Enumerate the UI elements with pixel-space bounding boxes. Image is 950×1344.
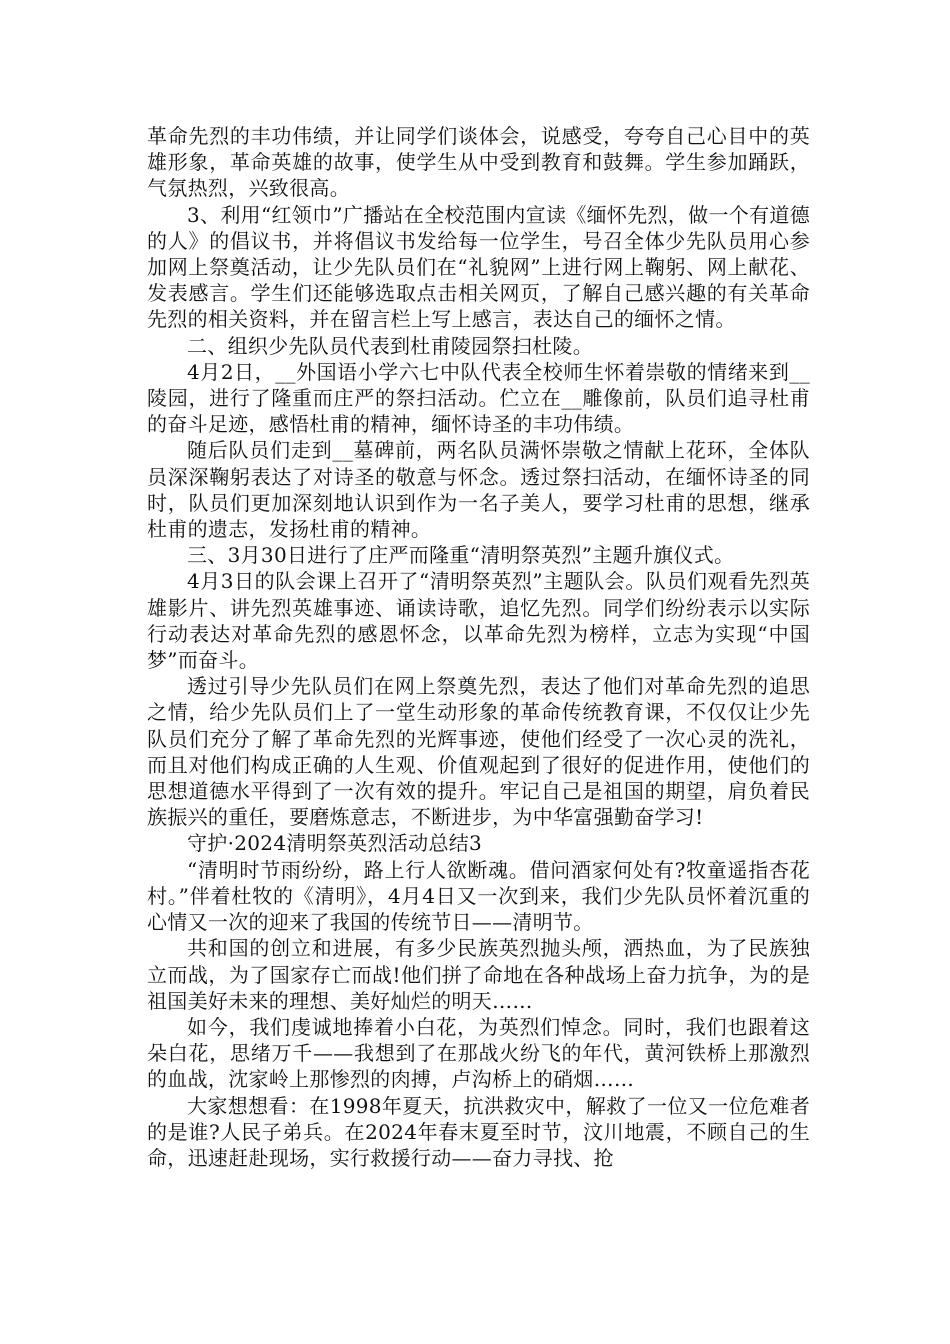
paragraph-think-about: 大家想想看：在1998年夏天，抗洪救灾中，解救了一位又一位危难者的是谁?人民子弟兵。在2024年春末夏至时节，汶川地震，不顾自己的生命，迅速赶赴现场，实行救援行动——奋力寻找、抢 bbox=[147, 1093, 810, 1170]
section-heading-3: 三、3月30日进行了庄严而隆重“清明祭英烈”主题升旗仪式。 bbox=[187, 543, 735, 568]
document-body bbox=[147, 123, 810, 1171]
section-title-summary-3: 守护·2024清明祭英烈活动总结3 bbox=[187, 831, 483, 856]
paragraph-april-2: 4月2日，__外国语小学六七中队代表全校师生怀着崇敬的情绪来到__陵园，进行了隆重而庄严的祭扫活动。伫立在__雕像前，队员们追寻杜甫的奋斗足迹，感悟杜甫的精神，缅怀诗圣的丰功伟绩。 bbox=[147, 359, 810, 437]
section-heading-2: 二、组织少先队员代表到杜甫陵园祭扫杜陵。 bbox=[187, 333, 593, 358]
paragraph-republic: 共和国的创立和进展，有多少民族英烈抛头颅，洒热血，为了民族独立而战，为了国家存亡而战!他们拼了命地在各种战场上奋力抗争，为的是祖国美好未来的理想、美好灿烂的明天…… bbox=[147, 936, 810, 1013]
paragraph-summary: 透过引导少先队员们在网上祭奠先烈，表达了他们对革命先烈的追思之情，给少先队员们上了一堂生动形象的革命传统教育课，不仅仅让少先队员们充分了解了革命先烈的光辉事迹，使他们经受了一次心灵的洗礼，而且对他们构成正确的人生观、价值观起到了很好的促进作用，使他们的思想道德水平得到了一次有效的提升。牢记自己是祖国的期望，肩负着民族振兴的重任，要磨炼意志，不断进步，为中华富强勤奋学习! bbox=[147, 674, 810, 830]
paragraph-continuation: 革命先烈的丰功伟绩，并让同学们谈体会，说感受，夸夸自己心目中的英雄形象，革命英雄的故事，使学生从中受到教育和鼓舞。学生参加踊跃，气氛热烈，兴致很高。 bbox=[147, 124, 810, 201]
paragraph-tomb-visit: 随后队员们走到__墓碑前，两名队员满怀崇敬之情献上花环，全体队员深深鞠躬表达了对诗圣的敬意与怀念。透过祭扫活动，在缅怀诗圣的同时，队员们更加深刻地认识到作为一名子美人，要学习杜甫的思想，继承杜甫的遗志，发扬杜甫的精神。 bbox=[147, 438, 810, 542]
paragraph-item-3: 3、利用“红领巾”广播站在全校范围内宣读《缅怀先烈，做一个有道德的人》的倡议书，并将倡议书发给每一位学生，号召全体少先队员用心参加网上祭奠活动，让少先队员们在“礼貌网”上进行网上鞠躬、网上献花、发表感言。学生们还能够选取点击相关网页，了解自己感兴趣的有关革命先烈的相关资料，并在留言栏上写上感言，表达自己的缅怀之情。 bbox=[147, 202, 810, 332]
paragraph-white-flower: 如今，我们虔诚地捧着小白花，为英烈们悼念。同时，我们也跟着这朵白花，思绪万千——我想到了在那战火纷飞的年代，黄河铁桥上那激烈的血战，沈家岭上那惨烈的肉搏，卢沟桥上的硝烟…… bbox=[147, 1014, 810, 1092]
paragraph-april-3: 4月3日的队会课上召开了“清明祭英烈”主题队会。队员们观看先烈英雄影片、讲先烈英雄事迹、诵读诗歌，追忆先烈。同学们纷纷表示以实际行动表达对革命先烈的感恩怀念，以革命先烈为榜样，立志为实现“中国梦”而奋斗。 bbox=[147, 569, 810, 673]
paragraph-qingming-poem: “清明时节雨纷纷，路上行人欲断魂。借问酒家何处有?牧童遥指杏花村。”伴着杜牧的《清明》，4月4日又一次到来，我们少先队员怀着沉重的心情又一次的迎来了我国的传统节日——清明节。 bbox=[147, 857, 810, 935]
